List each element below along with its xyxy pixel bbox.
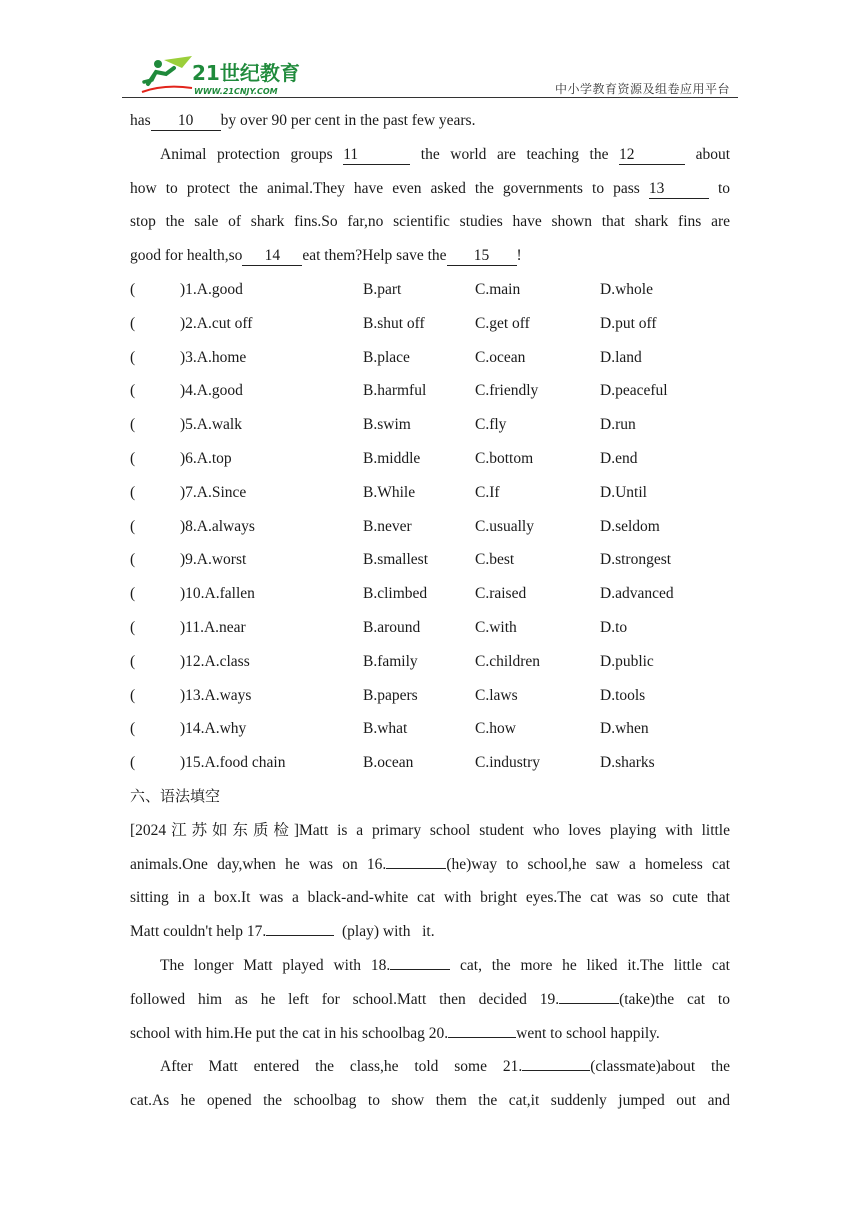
paren-left: ( <box>130 483 136 501</box>
question-row <box>130 341 730 375</box>
option-b: B.While <box>363 483 416 501</box>
question-row <box>130 645 730 679</box>
question-row <box>130 408 730 442</box>
option-c: C.laws <box>475 686 518 704</box>
paren-left: ( <box>130 551 136 569</box>
option-d: D.land <box>600 348 642 366</box>
option-d: D.tools <box>600 686 646 704</box>
option-d: D.end <box>600 449 638 467</box>
option-c: C.industry <box>475 754 541 772</box>
paren-left: ( <box>130 720 136 738</box>
option-c: C.with <box>475 618 517 636</box>
option-b: B.family <box>363 652 418 670</box>
option-a: )3.A.home <box>180 348 247 366</box>
option-b: B.never <box>363 517 412 535</box>
intro-line-4: stop the sale of shark fins.So far,no scientific studies have shown that shark fins are <box>130 213 730 231</box>
question-row <box>130 712 730 746</box>
blank-21 <box>522 1070 590 1071</box>
option-b: B.climbed <box>363 585 428 603</box>
intro-line-2: Animal protection groups 11 the world are teaching the 12 about <box>160 145 731 163</box>
paren-left: ( <box>130 416 136 434</box>
blank-20 <box>448 1037 516 1038</box>
option-d: D.advanced <box>600 585 674 603</box>
question-row <box>130 307 730 341</box>
s6-p2-line-3: school with him.He put the cat in his schoolbag 20. went to school happily. <box>130 1024 660 1042</box>
question-row <box>130 510 730 544</box>
s6-p2-line-2: followed him as he left for school.Matt then decided 19. (take)the cat to <box>130 990 730 1008</box>
blank-15: 15 <box>447 247 517 266</box>
option-a: )6.A.top <box>180 449 232 467</box>
option-d: D.put off <box>600 314 657 332</box>
page-header <box>122 48 738 98</box>
blank-18 <box>390 969 450 970</box>
option-a: )1.A.good <box>180 280 243 298</box>
option-c: C.If <box>475 483 500 501</box>
intro-line-5: good for health,so 14 eat them?Help save the 15 ! <box>130 247 522 265</box>
option-c: C.main <box>475 280 521 298</box>
paren-left: ( <box>130 652 136 670</box>
paren-left: ( <box>130 585 136 603</box>
s6-p1-line-1: [2024江苏如东质检]Matt is a primary school student who loves playing with little <box>130 821 730 839</box>
s6-p2-line-1: The longer Matt played with 18. cat, the more he liked it.The little cat <box>160 956 730 974</box>
option-a: )8.A.always <box>180 517 255 535</box>
option-b: B.part <box>363 280 402 298</box>
s6-p1-line-4: Matt couldn't help 17. (play) with it. <box>130 923 435 941</box>
option-a: )9.A.worst <box>180 551 247 569</box>
option-d: D.peaceful <box>600 382 668 400</box>
option-c: C.how <box>475 720 516 738</box>
s6-p1-line-3: sitting in a box.It was a black-and-white cat with bright eyes.The cat was so cute that <box>130 889 730 907</box>
option-c: C.usually <box>475 517 534 535</box>
intro-line-1: has 10 by over 90 per cent in the past few years. <box>130 112 476 129</box>
option-b: B.shut off <box>363 314 425 332</box>
question-row <box>130 679 730 713</box>
paren-left: ( <box>130 348 136 366</box>
question-row <box>130 476 730 510</box>
option-d: D.Until <box>600 483 647 501</box>
question-row <box>130 577 730 611</box>
svg-text:21世纪教育: 21世纪教育 <box>192 61 300 85</box>
option-a: )2.A.cut off <box>180 314 253 332</box>
option-a: )14.A.why <box>180 720 247 738</box>
paren-left: ( <box>130 280 136 298</box>
option-d: D.to <box>600 618 628 636</box>
option-a: )11.A.near <box>180 618 246 636</box>
s6-p3-line-2: cat.As he opened the schoolbag to show them the cat,it suddenly jumped out and <box>130 1092 730 1110</box>
option-b: B.around <box>363 618 421 636</box>
option-a: )7.A.Since <box>180 483 247 501</box>
paren-left: ( <box>130 449 136 467</box>
option-c: C.raised <box>475 585 527 603</box>
option-d: D.public <box>600 652 654 670</box>
blank-19 <box>559 1003 619 1004</box>
header-divider <box>122 97 738 98</box>
option-b: B.place <box>363 348 410 366</box>
question-row <box>130 442 730 476</box>
question-list <box>130 273 730 780</box>
blank-10: 10 <box>151 112 221 131</box>
option-c: C.fly <box>475 416 507 434</box>
option-b: B.harmful <box>363 382 427 400</box>
option-b: B.smallest <box>363 551 429 569</box>
option-d: D.whole <box>600 280 653 298</box>
s6-p1-line-2: animals.One day,when he was on 16. (he)way to school,he saw a homeless cat <box>130 855 731 873</box>
21cnjy-logo <box>134 54 304 98</box>
blank-14: 14 <box>242 247 302 266</box>
paren-left: ( <box>130 754 136 772</box>
option-c: C.ocean <box>475 348 526 366</box>
option-c: C.bottom <box>475 449 534 467</box>
option-a: )5.A.walk <box>180 416 242 434</box>
option-c: C.children <box>475 652 540 670</box>
option-a: )4.A.good <box>180 382 243 400</box>
blank-11: 11 <box>343 146 410 165</box>
blank-13: 13 <box>649 180 709 199</box>
option-c: C.get off <box>475 314 530 332</box>
paren-left: ( <box>130 686 136 704</box>
option-a: )10.A.fallen <box>180 585 255 603</box>
option-a: )12.A.class <box>180 652 250 670</box>
section-heading: 六、语法填空 <box>130 786 221 805</box>
option-d: D.sharks <box>600 754 655 772</box>
platform-name: 中小学教育资源及组卷应用平台 <box>554 82 730 96</box>
question-row <box>130 374 730 408</box>
question-row <box>130 543 730 577</box>
document-body <box>130 104 730 1118</box>
option-d: D.strongest <box>600 551 672 569</box>
option-c: C.friendly <box>475 382 539 400</box>
paren-left: ( <box>130 618 136 636</box>
option-b: B.what <box>363 720 408 738</box>
s6-p3-line-1: After Matt entered the class,he told some 21. (classmate)about the <box>160 1058 730 1076</box>
option-c: C.best <box>475 551 515 569</box>
question-row <box>130 746 730 780</box>
question-row <box>130 611 730 645</box>
option-a: )15.A.food chain <box>180 754 286 772</box>
option-d: D.when <box>600 720 649 738</box>
paren-left: ( <box>130 517 136 535</box>
option-a: )13.A.ways <box>180 686 252 704</box>
blank-12: 12 <box>619 146 685 165</box>
option-b: B.swim <box>363 416 411 434</box>
option-b: B.ocean <box>363 754 414 772</box>
paren-left: ( <box>130 314 136 332</box>
blank-16 <box>386 868 446 869</box>
blank-17 <box>266 935 334 936</box>
option-d: D.seldom <box>600 517 660 535</box>
intro-line-3: how to protect the animal.They have even asked the governments to pass 13 to <box>130 179 731 197</box>
paren-left: ( <box>130 382 136 400</box>
question-row <box>130 273 730 307</box>
option-d: D.run <box>600 416 636 434</box>
option-b: B.middle <box>363 449 421 467</box>
option-b: B.papers <box>363 686 418 704</box>
svg-text:WWW.21CNJY.COM: WWW.21CNJY.COM <box>194 87 278 96</box>
